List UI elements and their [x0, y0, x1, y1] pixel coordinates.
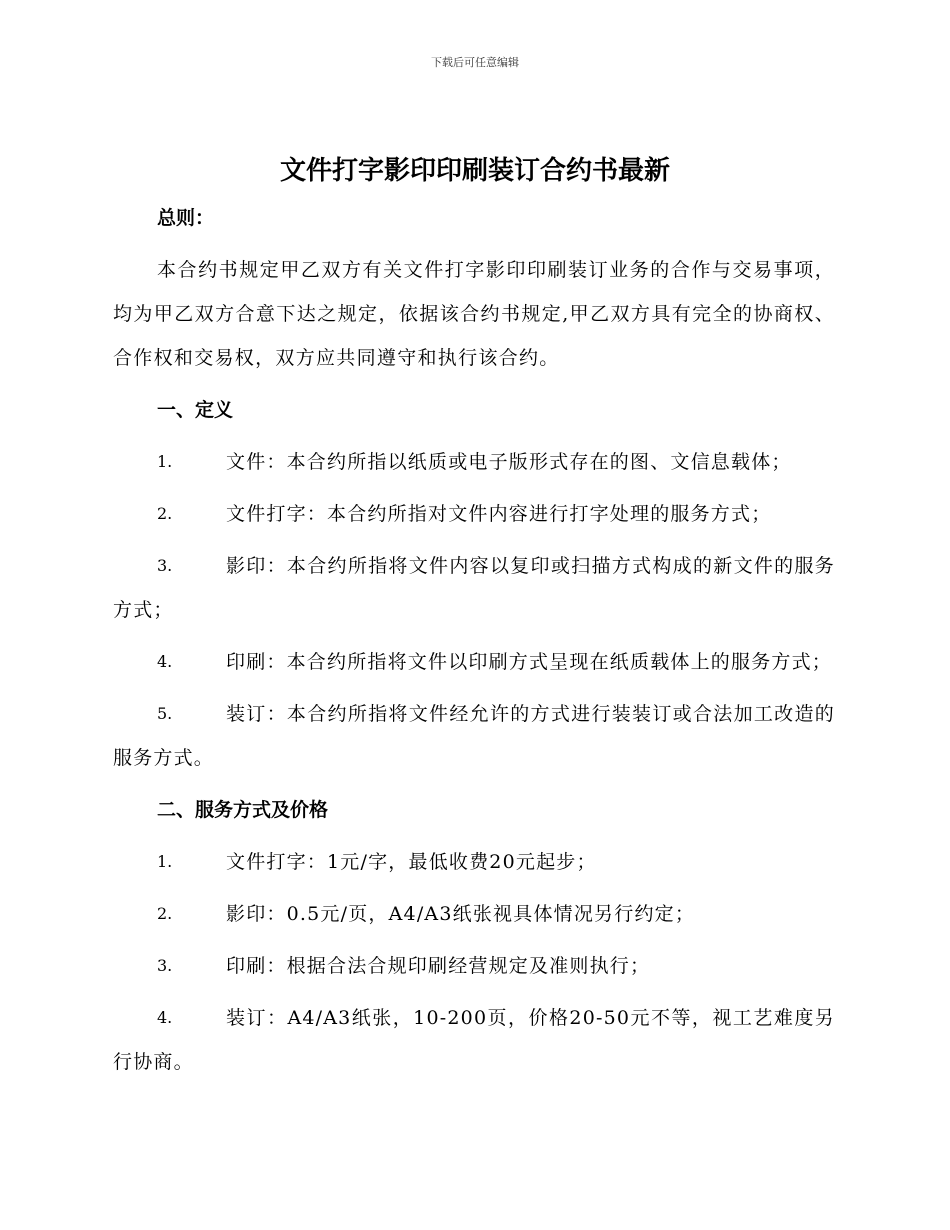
item-text: 文件打字：1元/字，最低收费20元起步；: [226, 851, 597, 873]
definition-item: [113, 692, 835, 780]
definition-item: [113, 440, 835, 484]
item-number: 2.: [157, 904, 173, 923]
section-heading-definitions: 一、定义: [157, 399, 234, 421]
item-number: 1.: [157, 452, 173, 471]
item-number: 4.: [157, 652, 173, 671]
item-number: 4.: [157, 1008, 173, 1027]
item-text: 印刷：根据合法合规印刷经营规定及准则执行；: [226, 955, 651, 977]
definition-item: [113, 492, 835, 536]
definition-item: [113, 544, 835, 632]
item-number: 5.: [157, 704, 173, 723]
document-title: 文件打字影印印刷装订合约书最新: [279, 156, 670, 186]
section-heading-services: 二、服务方式及价格: [157, 799, 329, 821]
item-text: 影印：本合约所指将文件内容以复印或扫描方式构成的新文件的服务方式；: [113, 555, 835, 621]
service-item: [113, 944, 835, 988]
document-body: [113, 196, 835, 1084]
item-text: 装订：本合约所指将文件经允许的方式进行装装订或合法加工改造的服务方式。: [113, 703, 835, 769]
item-text: 装订：A4/A3纸张，10-200页，价格20-50元不等，视工艺难度另行协商。: [113, 1007, 835, 1073]
service-item: [113, 840, 835, 884]
item-text: 文件打字：本合约所指对文件内容进行打字处理的服务方式；: [226, 503, 772, 525]
section-heading-general: 总则：: [157, 207, 215, 229]
item-number: 3.: [157, 956, 173, 975]
service-item: [113, 996, 835, 1084]
item-text: 影印：0.5元/页，A4/A3纸张视具体情况另行约定；: [226, 903, 696, 925]
item-number: 3.: [157, 556, 173, 575]
page-header: 下载后可任意编辑: [431, 56, 519, 69]
definition-item: [113, 640, 835, 684]
item-text: 印刷：本合约所指将文件以印刷方式呈现在纸质载体上的服务方式；: [226, 651, 833, 673]
item-text: 文件：本合约所指以纸质或电子版形式存在的图、文信息载体；: [226, 451, 792, 473]
service-item: [113, 892, 835, 936]
item-number: 1.: [157, 852, 173, 871]
general-paragraph: 本合约书规定甲乙双方有关文件打字影印印刷装订业务的合作与交易事项，均为甲乙双方合意下达之规定，依据该合约书规定,甲乙双方具有完全的协商权、合作权和交易权，双方应共同遵守和执行该合约。: [113, 259, 835, 369]
item-number: 2.: [157, 504, 173, 523]
